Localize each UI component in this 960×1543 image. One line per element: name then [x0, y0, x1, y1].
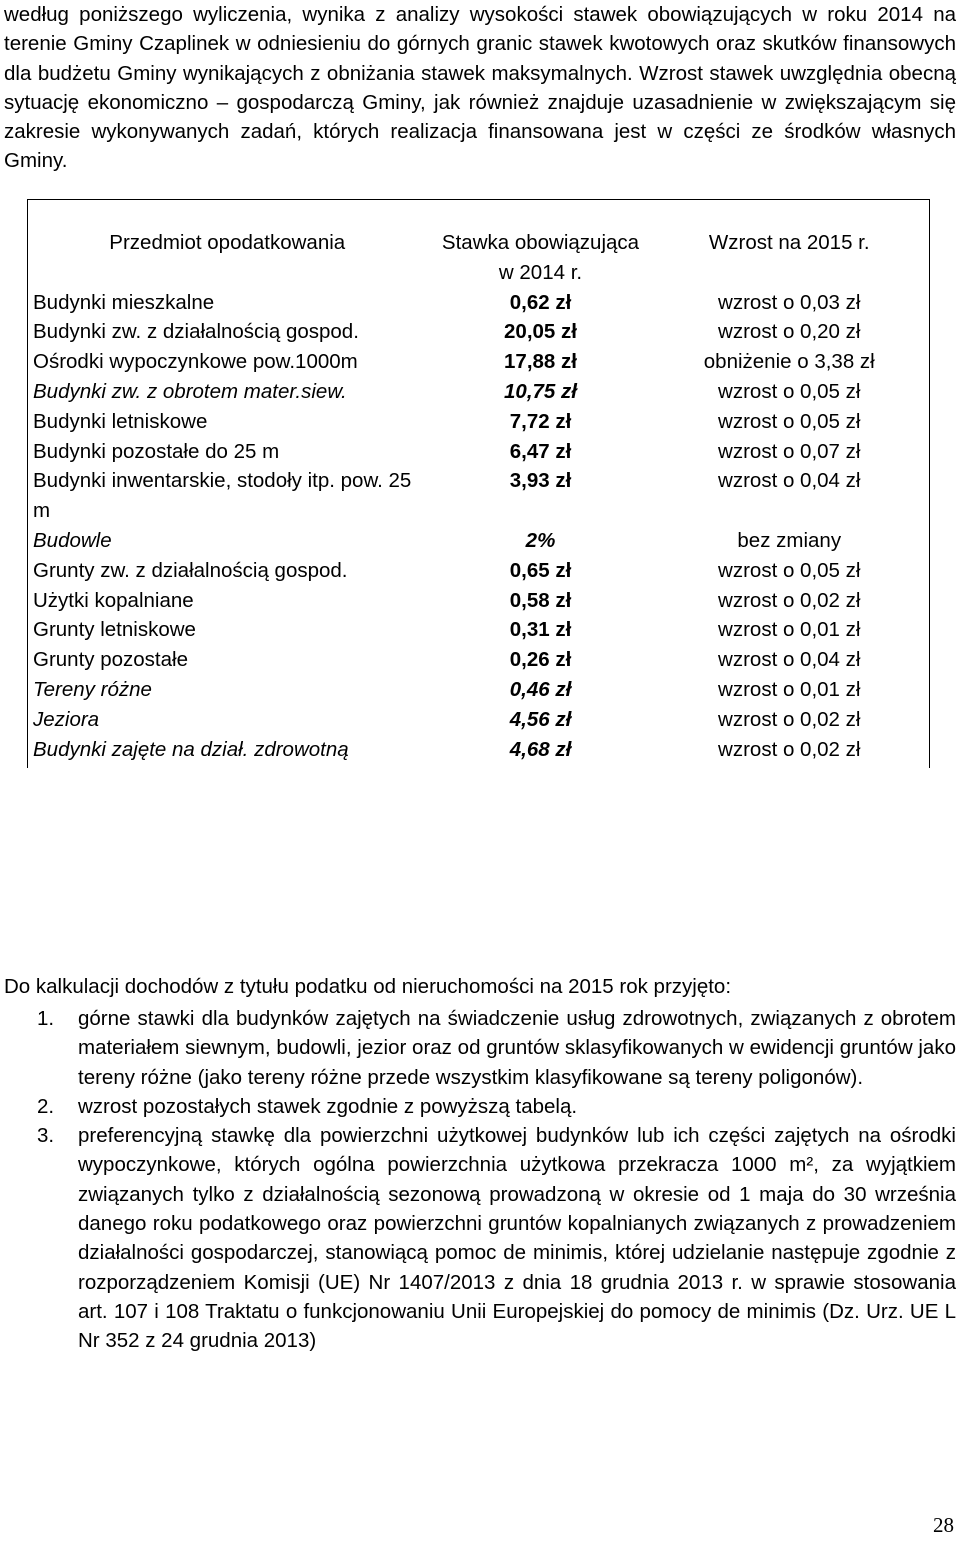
row-change: bez zmiany: [737, 528, 842, 552]
row-change: wzrost o 0,04 zł: [718, 648, 861, 672]
assumptions-list: [0, 1004, 956, 1356]
row-subject: Grunty pozostałe: [33, 648, 188, 672]
row-subject: Budynki inwentarskie, stodoły itp. pow. 25 m: [33, 469, 412, 523]
row-change: wzrost o 0,02 zł: [718, 588, 861, 612]
row-subject: Jeziora: [33, 707, 100, 731]
row-subject: Budynki zw. z obrotem mater.siew.: [33, 379, 347, 403]
row-change: wzrost o 0,05 zł: [718, 558, 861, 582]
row-rate: 4,68 zł: [509, 737, 572, 761]
table-row: [28, 556, 930, 586]
row-rate: 0,46 zł: [509, 677, 572, 701]
intro-paragraph: według poniższego wyliczenia, wynika z analizy wysokości stawek obowiązujących w roku 2014 na terenie Gminy Czaplinek w odniesieniu do górnych granic stawek kwotowych oraz skutków finansowych dla budżetu Gminy wynikających z obniżania stawek maksymalnych. Wzrost stawek uwzględnia obecną sytuację ekonomiczno – gospodarczą Gminy, jak również znajduje uzasadnienie w zwiększającym się zakresie wykonywanych zadań, których realizacja finansowana jest w części ze środków własnych Gminy.: [4, 3, 956, 173]
row-rate: 0,62 zł: [509, 290, 572, 314]
row-change: wzrost o 0,05 zł: [718, 379, 861, 403]
table-row: [28, 675, 930, 705]
table-row: [28, 437, 930, 467]
row-rate: 7,72 zł: [509, 409, 572, 433]
table-row: [28, 407, 930, 437]
table-row: [28, 615, 930, 645]
header-subject: Przedmiot opodatkowania: [109, 231, 346, 254]
row-change: wzrost o 0,02 zł: [718, 737, 861, 761]
list-item-text: preferencyjną stawkę dla powierzchni użytkowej budynków lub ich części zajętych na ośrodki wypoczynkowe, których ogólna powierzchnia użytkowa przekracza 1000 m², za wyjątkiem związanych tylko z działalnością sezonową prowadzoną w okresie od 1 maja do 30 września danego roku podatkowego oraz powierzchni gruntów kopalnianych związanych z prowadzeniem działalności gospodarczej, stanowiącą pomoc de minimis, której udzielanie następuje zgodnie z rozporządzeniem Komisji (UE) Nr 1407/2013 z dnia 18 grudnia 2013 r. w sprawie stosowania art. 107 i 108 Traktatu o funkcjonowaniu Unii Europejskiej do pomocy de minimis (Dz. Urz. UE L Nr 352 z 24 grudnia 2013): [78, 1124, 956, 1353]
row-change: wzrost o 0,04 zł: [718, 469, 861, 493]
row-subject: Budynki letniskowe: [33, 409, 208, 433]
table-row: [28, 705, 930, 735]
table-row: [28, 288, 930, 318]
row-change: wzrost o 0,05 zł: [718, 409, 861, 433]
row-subject: Ośrodki wypoczynkowe pow.1000m: [33, 350, 358, 374]
row-change: obniżenie o 3,38 zł: [703, 350, 875, 374]
row-rate: 0,65 zł: [509, 558, 572, 582]
table-row: [28, 645, 930, 675]
row-rate: 17,88 zł: [504, 350, 577, 374]
list-item-number: 1.: [37, 1007, 55, 1030]
table-header-row: [28, 200, 930, 288]
row-change: wzrost o 0,07 zł: [718, 439, 861, 463]
row-subject: Tereny różne: [33, 677, 152, 701]
row-rate: 0,58 zł: [509, 588, 572, 612]
list-item-text: wzrost pozostałych stawek zgodnie z powyższą tabelą.: [78, 1094, 578, 1118]
list-item-number: 3.: [37, 1124, 55, 1148]
row-change: wzrost o 0,20 zł: [718, 320, 861, 344]
table-row: [28, 377, 930, 407]
table-row: [28, 347, 930, 377]
table-row: [28, 317, 930, 347]
list-item: [0, 1092, 956, 1121]
header-change: Wzrost na 2015 r.: [708, 231, 870, 254]
row-rate: 6,47 zł: [509, 439, 572, 463]
tax-rates-table: [27, 199, 930, 768]
list-item: [0, 1004, 956, 1092]
row-subject: Budynki zw. z działalnością gospod.: [33, 320, 359, 344]
row-change: wzrost o 0,01 zł: [718, 677, 861, 701]
row-rate: 10,75 zł: [504, 379, 577, 403]
row-subject: Budynki pozostałe do 25 m: [33, 439, 280, 463]
row-rate: 0,26 zł: [509, 648, 572, 672]
table-row: [28, 735, 930, 769]
row-subject: Budynki mieszkalne: [33, 290, 215, 314]
row-rate: 3,93 zł: [509, 469, 572, 493]
row-subject: Użytki kopalniane: [33, 588, 194, 612]
row-change: wzrost o 0,03 zł: [718, 290, 861, 314]
assumptions-heading: Do kalkulacji dochodów z tytułu podatku od nieruchomości na 2015 rok przyjęto:: [4, 975, 732, 998]
list-item-number: 2.: [37, 1094, 55, 1118]
table-row: [28, 466, 930, 526]
header-rate: Stawka obowiązująca w 2014 r.: [441, 231, 640, 284]
row-subject: Grunty zw. z działalnością gospod.: [33, 558, 348, 582]
table-row: [28, 586, 930, 616]
row-subject: Budynki zajęte na dział. zdrowotną: [33, 737, 349, 761]
row-subject: Grunty letniskowe: [33, 618, 196, 642]
page-number: 28: [933, 1513, 954, 1537]
row-rate: 0,31 zł: [509, 618, 572, 642]
list-item-text: górne stawki dla budynków zajętych na świadczenie usług zdrowotnych, związanych z obrotem materiałem siewnym, budowli, jezior oraz od gruntów sklasyfikowanych w ewidencji gruntów jako tereny różne (jako tereny różne przede wszystkim klasyfikowane są tereny poligonów).: [78, 1007, 956, 1089]
row-change: wzrost o 0,02 zł: [718, 707, 861, 731]
table-row: [28, 526, 930, 556]
list-item: [0, 1121, 956, 1355]
row-rate: 2%: [525, 528, 556, 552]
row-rate: 4,56 zł: [509, 707, 572, 731]
row-change: wzrost o 0,01 zł: [718, 618, 861, 642]
row-subject: Budowle: [33, 528, 112, 552]
row-rate: 20,05 zł: [504, 320, 577, 344]
